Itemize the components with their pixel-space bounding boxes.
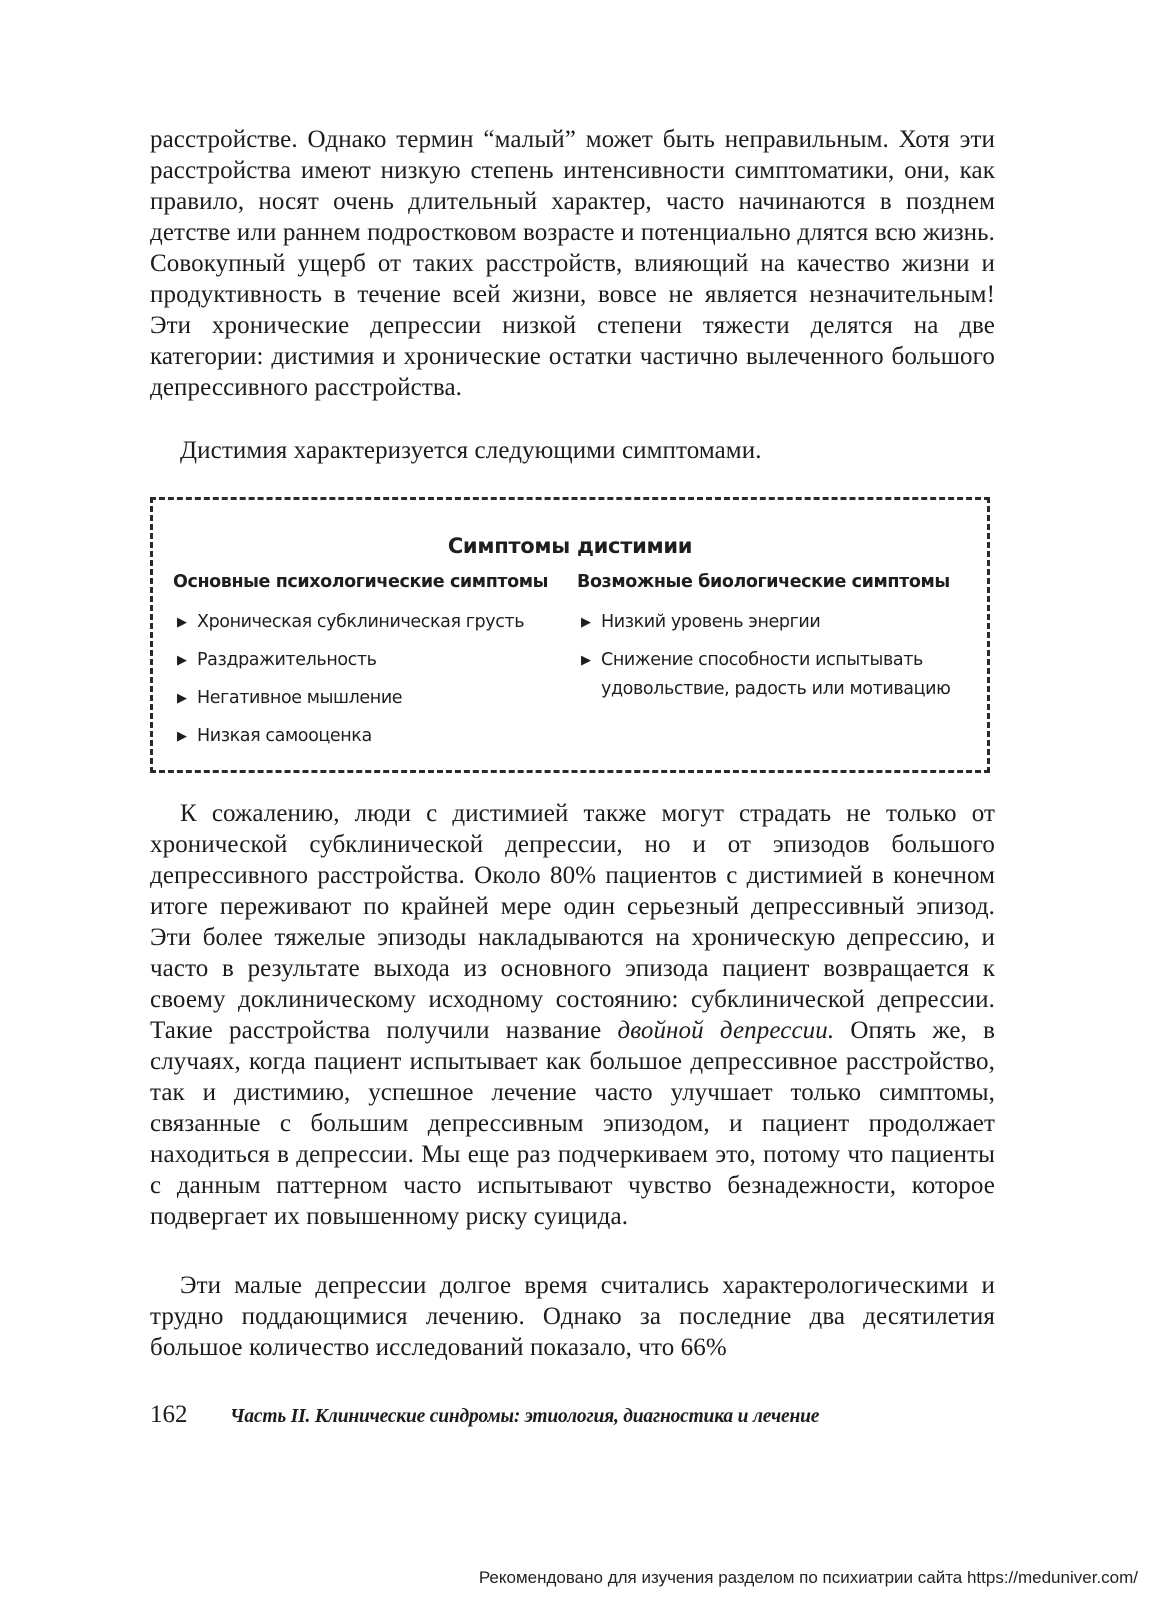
paragraph-last [150,1270,995,1363]
bullet-arrow-icon: ▶ [177,691,187,706]
list-item-text: Раздражительность [197,650,377,670]
symptom-box-title: Симптомы дистимии [447,534,693,558]
list-item-text: Низкий уровень энергии [601,612,821,632]
paragraph-text: Дистимия характеризуется следующими симптомами. [180,437,762,464]
page-number: 162 [150,1401,188,1428]
list-item [577,646,972,704]
bullet-arrow-icon: ▶ [177,729,187,744]
list-item-text: Снижение способности испытывать удовольствие, радость или мотивацию [601,650,951,699]
page-footer [150,1401,995,1429]
psychological-symptoms-column [173,572,568,760]
list-item [173,646,568,675]
list-item [173,684,568,713]
column-heading: Основные психологические симптомы [173,572,549,592]
paragraph-text-part: К сожалению, люди с дистимией также могут страдать не только от хронической субклинической депрессии, но и от эпизодов большого депрессивного расстройства. Около 80% пациентов с дистимией в конечном итоге переживают по крайней мере один серьезный депрессивный эпизод. Эти более тяжелые эпизоды накладываются на хроническую депрессию, и часто в результате выхода из основного эпизода пациент возвращается к своему доклиническому исходному состоянию: субклинической депрессии. Такие расстройства получили название [150,800,995,1044]
paragraph-intro [150,435,995,466]
list-item-text: Негативное мышление [197,688,403,708]
symptom-list [577,608,972,704]
paragraph-text-part: Опять же, в случаях, когда пациент испытывает как большое депрессивное расстройство, так и дистимию, успешное лечение часто улучшает только симптомы, связанные с большим депрессивным эпизодом, и пациент продолжает находиться в депрессии. Мы еще раз подчеркиваем это, потому что пациенты с данным паттерном часто испытывают чувство безнадежности, которое подвергает их повышенному риску суицида. [150,1017,995,1230]
paragraph-text [150,798,995,1232]
bullet-arrow-icon: ▶ [177,615,187,630]
biological-symptoms-column [577,572,972,713]
paragraph-top [150,124,995,403]
list-item-text: Хроническая субклиническая грусть [197,612,525,632]
list-item [173,722,568,751]
running-head: Часть II. Клинические синдромы: этиология, диагностика и лечение [230,1406,820,1427]
list-item [577,608,972,637]
bullet-arrow-icon: ▶ [581,615,591,630]
list-item [173,608,568,637]
paragraph-middle [150,798,995,1232]
list-item-text: Низкая самооценка [197,726,372,746]
paragraph-text: расстройстве. Однако термин “малый” может быть неправильным. Хотя эти расстройства имеют низкую степень интенсивности симптоматики, они, как правило, носят очень длительный характер, часто начинаются в позднем детстве или раннем подростковом возрасте и потенциально длятся всю жизнь. Совокупный ущерб от таких расстройств, влияющий на качество жизни и продуктивность в течение всей жизни, вовсе не является незначительным! Эти хронические депрессии низкой степени тяжести делятся на две категории: дистимия и хронические остатки частично вылеченного большого депрессивного расстройства. [150,126,995,401]
emphasized-term: двойной депрессии. [617,1017,835,1044]
watermark-text: Рекомендовано для изучения разделом по психиатрии сайта https://meduniver.com/ [478,1568,1138,1587]
symptom-box [150,497,990,773]
column-heading: Возможные биологические симптомы [577,572,950,592]
paragraph-text: Эти малые депрессии долгое время считались характерологическими и трудно поддающимися лечению. Однако за последние два десятилетия большое количество исследований показало, что 66% [150,1272,995,1361]
symptom-list [173,608,568,751]
bullet-arrow-icon: ▶ [581,653,591,668]
bullet-arrow-icon: ▶ [177,653,187,668]
